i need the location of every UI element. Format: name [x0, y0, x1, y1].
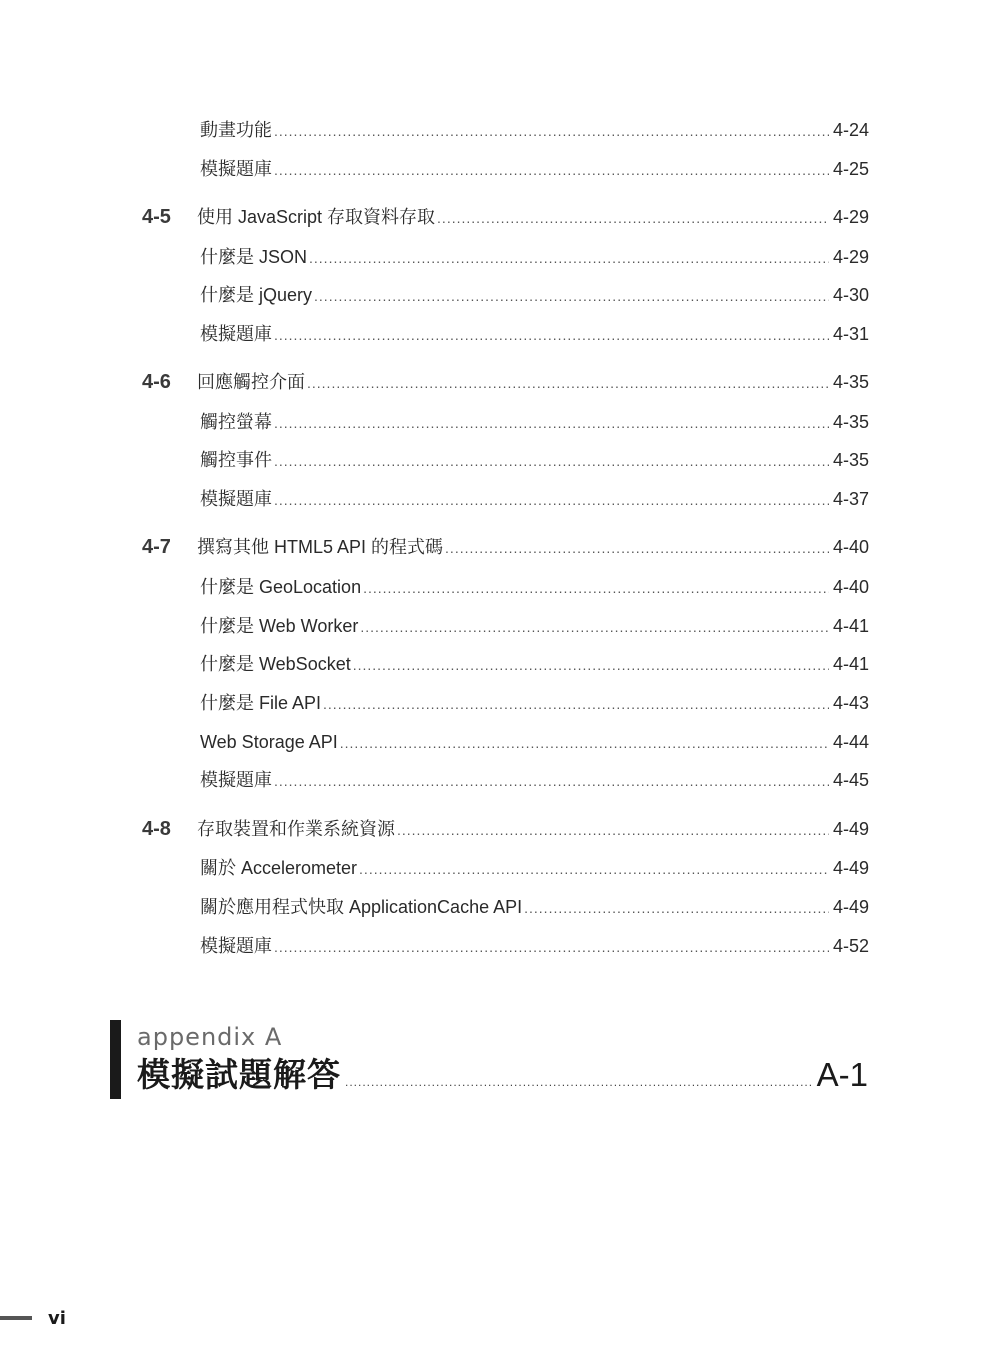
section-title: 存取裝置和作業系統資源 — [197, 819, 395, 839]
toc-entry — [200, 613, 869, 639]
dot-leader — [397, 817, 829, 842]
entry-title: 什麼是 Web Worker — [200, 616, 359, 636]
entry-page: 4-31 — [832, 324, 869, 344]
dot-leader — [437, 205, 829, 230]
toc-entry — [200, 117, 869, 143]
dot-leader — [274, 448, 829, 473]
section-number: 4-7 — [142, 536, 171, 558]
toc-entry — [200, 894, 869, 920]
dot-leader — [445, 535, 829, 560]
entry-page: 4-45 — [832, 770, 869, 790]
entry-title: 模擬題庫 — [200, 489, 272, 509]
toc-entry — [200, 855, 869, 881]
section-page: 4-49 — [832, 819, 869, 839]
dot-leader — [345, 1075, 814, 1089]
entry-title: 什麼是 WebSocket — [200, 654, 351, 674]
dot-leader — [309, 245, 829, 270]
entry-title: 什麼是 jQuery — [200, 285, 313, 305]
toc-section — [142, 816, 869, 842]
entry-title: 觸控螢幕 — [200, 412, 272, 432]
dot-leader — [274, 487, 829, 512]
appendix-page: A-1 — [816, 1056, 868, 1093]
dot-leader — [353, 652, 829, 677]
entry-page: 4-43 — [832, 693, 869, 713]
toc-entry — [200, 767, 869, 793]
entry-title: Web Storage API — [200, 732, 338, 752]
page-number: vi — [48, 1308, 66, 1329]
dot-leader — [274, 157, 829, 182]
dot-leader — [274, 322, 829, 347]
entry-page: 4-41 — [832, 654, 869, 674]
entry-page: 4-52 — [832, 936, 869, 956]
dot-leader — [359, 856, 829, 881]
toc-section — [142, 369, 869, 395]
entry-title: 模擬題庫 — [200, 159, 272, 179]
section-number: 4-5 — [142, 206, 171, 228]
entry-title: 關於 Accelerometer — [200, 858, 358, 878]
toc-entry — [200, 409, 869, 435]
entry-page: 4-49 — [832, 858, 869, 878]
toc-entry — [200, 156, 869, 182]
dot-leader — [524, 895, 829, 920]
entry-title: 模擬題庫 — [200, 324, 272, 344]
entry-title: 模擬題庫 — [200, 936, 272, 956]
entry-title: 什麼是 GeoLocation — [200, 577, 362, 597]
toc-entry — [200, 933, 869, 959]
entry-page: 4-37 — [832, 489, 869, 509]
dot-leader — [274, 410, 829, 435]
entry-title: 模擬題庫 — [200, 770, 272, 790]
dot-leader — [314, 283, 829, 308]
section-title: 回應觸控介面 — [197, 372, 305, 392]
toc-entry — [200, 574, 869, 600]
appendix-bar — [110, 1020, 121, 1099]
entry-page: 4-30 — [832, 285, 869, 305]
toc-section — [142, 534, 869, 560]
toc-entry — [200, 486, 869, 512]
section-page: 4-35 — [832, 372, 869, 392]
appendix-entry — [137, 1052, 868, 1098]
entry-page: 4-35 — [832, 412, 869, 432]
toc-entry — [200, 321, 869, 347]
toc-entry — [200, 244, 869, 270]
entry-page: 4-49 — [832, 897, 869, 917]
appendix-label: appendix A — [137, 1023, 283, 1051]
entry-page: 4-44 — [832, 732, 869, 752]
toc-section — [142, 204, 869, 230]
section-number: 4-6 — [142, 371, 171, 393]
appendix-title: 模擬試題解答 — [137, 1056, 341, 1093]
toc-entry — [200, 651, 869, 677]
dot-leader — [363, 575, 829, 600]
dot-leader — [274, 118, 829, 143]
section-title: 撰寫其他 HTML5 API 的程式碼 — [197, 537, 444, 557]
section-page: 4-40 — [832, 537, 869, 557]
entry-page: 4-29 — [832, 247, 869, 267]
dot-leader — [340, 730, 829, 755]
dot-leader — [360, 614, 829, 639]
entry-title: 什麼是 JSON — [200, 247, 308, 267]
dot-leader — [323, 691, 829, 716]
entry-page: 4-35 — [832, 450, 869, 470]
entry-page: 4-41 — [832, 616, 869, 636]
toc-entry — [200, 447, 869, 473]
section-number: 4-8 — [142, 818, 171, 840]
entry-title: 動畫功能 — [200, 120, 272, 140]
entry-title: 觸控事件 — [200, 450, 272, 470]
entry-title: 關於應用程式快取 ApplicationCache API — [200, 897, 523, 917]
toc-entry — [200, 690, 869, 716]
dot-leader — [274, 768, 829, 793]
dot-leader — [274, 934, 829, 959]
dot-leader — [307, 370, 829, 395]
entry-page: 4-24 — [832, 120, 869, 140]
entry-page: 4-40 — [832, 577, 869, 597]
toc-entry — [200, 729, 869, 755]
entry-page: 4-25 — [832, 159, 869, 179]
footer-rule — [0, 1316, 32, 1320]
entry-title: 什麼是 File API — [200, 693, 322, 713]
toc-entry — [200, 282, 869, 308]
section-page: 4-29 — [832, 207, 869, 227]
section-title: 使用 JavaScript 存取資料存取 — [197, 207, 436, 227]
